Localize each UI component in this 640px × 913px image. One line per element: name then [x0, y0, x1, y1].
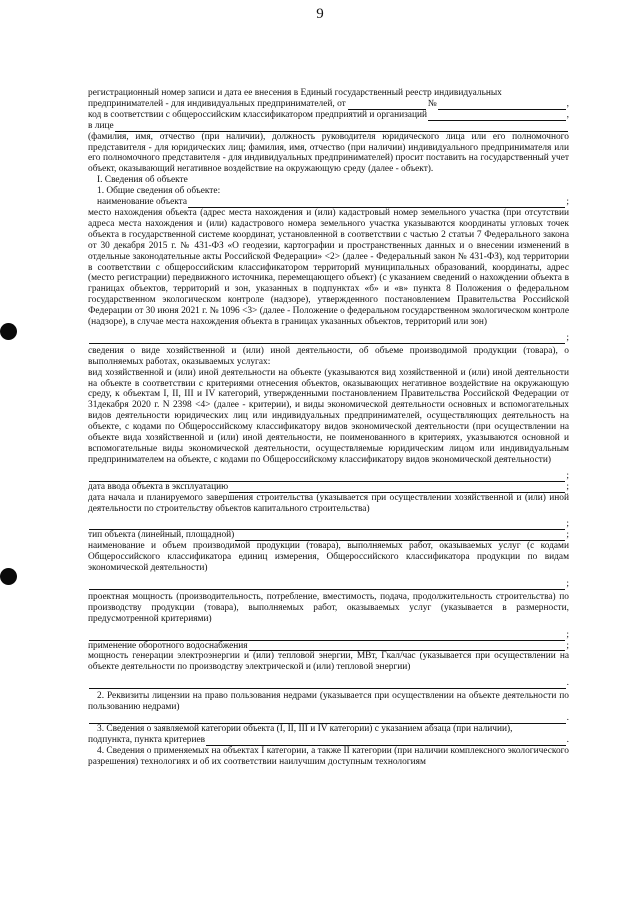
- production-volume-text: наименование и объем производимой продукции (товара), выполняемых работ, оказываемых услуг (с кодами Общероссийского классификатора единиц измерения, Общероссийского классификатора продукции по видам экономической деятельности): [88, 541, 569, 574]
- org-code-row: код в соответствии с общероссийским классификатором предприятий и организаций ,: [88, 109, 569, 120]
- power-generation-row: .: [88, 678, 569, 689]
- object-location-text: место нахождения объекта (адрес места нахождения и (или) кадастровый номер земельного участка (при отсутствии адреса места нахождения и (или) кадастрового номера земельного участка указываются координаты угловых точек объекта в государственной системе координат, установленной в соответствии с частью 2 статьи 7 Федерального закона от 30 декабря 2015 г. № 431-ФЗ «О геодезии, картографии и пространственных данных и о внесении изменений в отдельные законодательные акты Российской Федерации» <2> (далее - Федеральный закон № 431-ФЗ), код территории в соответствии с общероссийским классификатором территорий муниципальных образований, координаты, адрес (место регистрации) передвижного источника, перемещающего объект) (с указанием сведений о нахождении объекта в границах объектов, территорий и зон, указанных в подпунктах «б» и «в» пункта 8 Положения о федеральном государственном экологическом контроле (надзоре), утвержденного постановлением Правительства Российской Федерации от 30 июня 2021 г. № 1096 <3> (далее - Положение о федеральном государственном экологическом контроле (надзоре), в случае места нахождения объекта в границах указанных объектов, территорий или зон): [88, 207, 569, 328]
- commission-date-row: дата ввода объекта в эксплуатацию ;: [88, 481, 569, 492]
- category-field[interactable]: [206, 737, 566, 746]
- object-type-field[interactable]: [235, 532, 565, 541]
- registration-number-field[interactable]: [438, 101, 566, 110]
- category-label: подпункта, пункта критериев: [88, 734, 206, 745]
- org-code-field[interactable]: [428, 112, 566, 121]
- category-text: 3. Сведения о заявляемой категории объекта (I, II, III и IV категории) с указанием абзаца (при наличии),: [97, 723, 513, 734]
- power-generation-text: мощность генерации электроэнергии и (или) тепловой энергии, МВт, Гкал/час (указывается при осуществлении на объекте деятельности по производству электрической и (или) тепловой энергии): [88, 651, 569, 673]
- registration-date-field[interactable]: [348, 101, 426, 110]
- design-capacity-text: проектная мощность (производительность, потребление, вместимость, подача, продолжительность строительства) по производству продукции (товара), выполняемых работ, оказываемых услуг (указывается в размерности, предусмотренной критериями): [88, 591, 569, 624]
- commission-date-field[interactable]: [229, 484, 565, 493]
- category-row: подпункта, пункта критериев .: [88, 734, 569, 745]
- license-details-field[interactable]: [89, 715, 566, 724]
- construction-dates-row: ;: [88, 519, 569, 530]
- construction-dates-field[interactable]: [89, 521, 565, 530]
- production-volume-row: ;: [88, 579, 569, 590]
- design-capacity-field[interactable]: [89, 632, 565, 641]
- registration-record-line: регистрационный номер записи и дата ее внесения в Единый государственный реестр индивидуальных: [88, 88, 502, 98]
- power-generation-field[interactable]: [89, 680, 566, 689]
- license-details-row: .: [88, 713, 569, 724]
- section-title: I. Сведения об объекте: [97, 175, 188, 186]
- section-subtitle: 1. Общие сведения об объекте:: [97, 186, 221, 197]
- construction-dates-text: дата начала и планируемого завершения строительства (указывается при осуществлении хозяйственной и (или) иной деятельности по строительству объектов капитального строительства): [88, 492, 569, 514]
- binder-hole: [0, 323, 17, 340]
- document-body: [88, 88, 569, 767]
- org-code-label: код в соответствии с общероссийским классификатором предприятий и организаций: [88, 109, 428, 120]
- object-location-row: ;: [88, 333, 569, 344]
- activity-type-row: ;: [88, 471, 569, 482]
- registration-date-label: предпринимателей - для индивидуальных предпринимателей, от: [88, 98, 346, 109]
- representative-label: в лице: [88, 120, 114, 131]
- object-name-label: наименование объекта: [97, 197, 188, 208]
- representative-note: (фамилия, имя, отчество (при наличии), должность руководителя юридического лица или его полномочного представителя - для юридических лиц; фамилия, имя, отчество (при наличии) индивидуального предпринимателя или его полномочного представителя - для индивидуальных предпринимателей) просит поставить на государственный учет объект, оказывающий негативное воздействие на окружающую среду (далее - объект).: [88, 131, 569, 175]
- activity-type-text: вид хозяйственной и (или) иной деятельности на объекте (указываются вид хозяйственной и (или) иной деятельности на объекте в соответствии с критериями отнесения объектов, оказывающих негативное воздействие на окружающую среду, к объектам I, II, III и IV категорий, утвержденными постановлением Правительства Российской Федерации от 31декабря 2020 г. N 2398 <4> (далее - критерии), и виды экономической деятельности основных и вспомогательных видов деятельности юридических лиц или индивидуальных предпринимателей, осуществляющих деятельность на объекте, с кодами по Общероссийскому классификатору видов экономической деятельности (при осуществлении на объекте вида хозяйственной и (или) иной деятельности, не поименованного в критериях, указываются основной и вспомогательные виды экономической деятельности, осуществляемые юридическим лицом или индивидуальным предпринимателем на объекте, с кодами по Общероссийскому классификатору видов экономической деятельности): [88, 367, 569, 465]
- object-type-label: тип объекта (линейный, площадной): [88, 530, 235, 541]
- activity-intro: сведения о виде хозяйственной и (или) иной деятельности, об объеме производимой продукции (товара), о выполняемых работах, оказываемых услугах:: [88, 345, 569, 367]
- water-supply-row: применение оборотного водоснабжения ;: [88, 640, 569, 651]
- number-sign: №: [427, 98, 437, 109]
- representative-row: [88, 121, 569, 132]
- object-location-field[interactable]: [89, 335, 565, 344]
- object-name-row: наименование объекта ;: [97, 197, 569, 208]
- commission-date-label: дата ввода объекта в эксплуатацию: [88, 481, 229, 492]
- design-capacity-row: ;: [88, 630, 569, 641]
- production-volume-field[interactable]: [89, 581, 565, 590]
- object-name-field[interactable]: [188, 199, 565, 208]
- binder-hole: [0, 568, 17, 585]
- registration-date-row: предпринимателей - для индивидуальных предпринимателей, от № ,: [88, 98, 569, 109]
- object-type-row: тип объекта (линейный, площадной) ;: [88, 530, 569, 541]
- representative-field[interactable]: [115, 123, 568, 132]
- license-details-text: 2. Реквизиты лицензии на право пользования недрами (указывается при осуществлении на объекте деятельности по пользованию недрами): [88, 691, 569, 713]
- water-supply-label: применение оборотного водоснабжения: [88, 640, 248, 651]
- technologies-text: 4. Сведения о применяемых на объектах I категории, а также II категории (при наличии комплексного экологического разрешения) технологиях и об их соответствии наилучшим доступным технологиям: [88, 745, 569, 767]
- page-number: 9: [316, 6, 324, 22]
- activity-type-field[interactable]: [89, 473, 565, 482]
